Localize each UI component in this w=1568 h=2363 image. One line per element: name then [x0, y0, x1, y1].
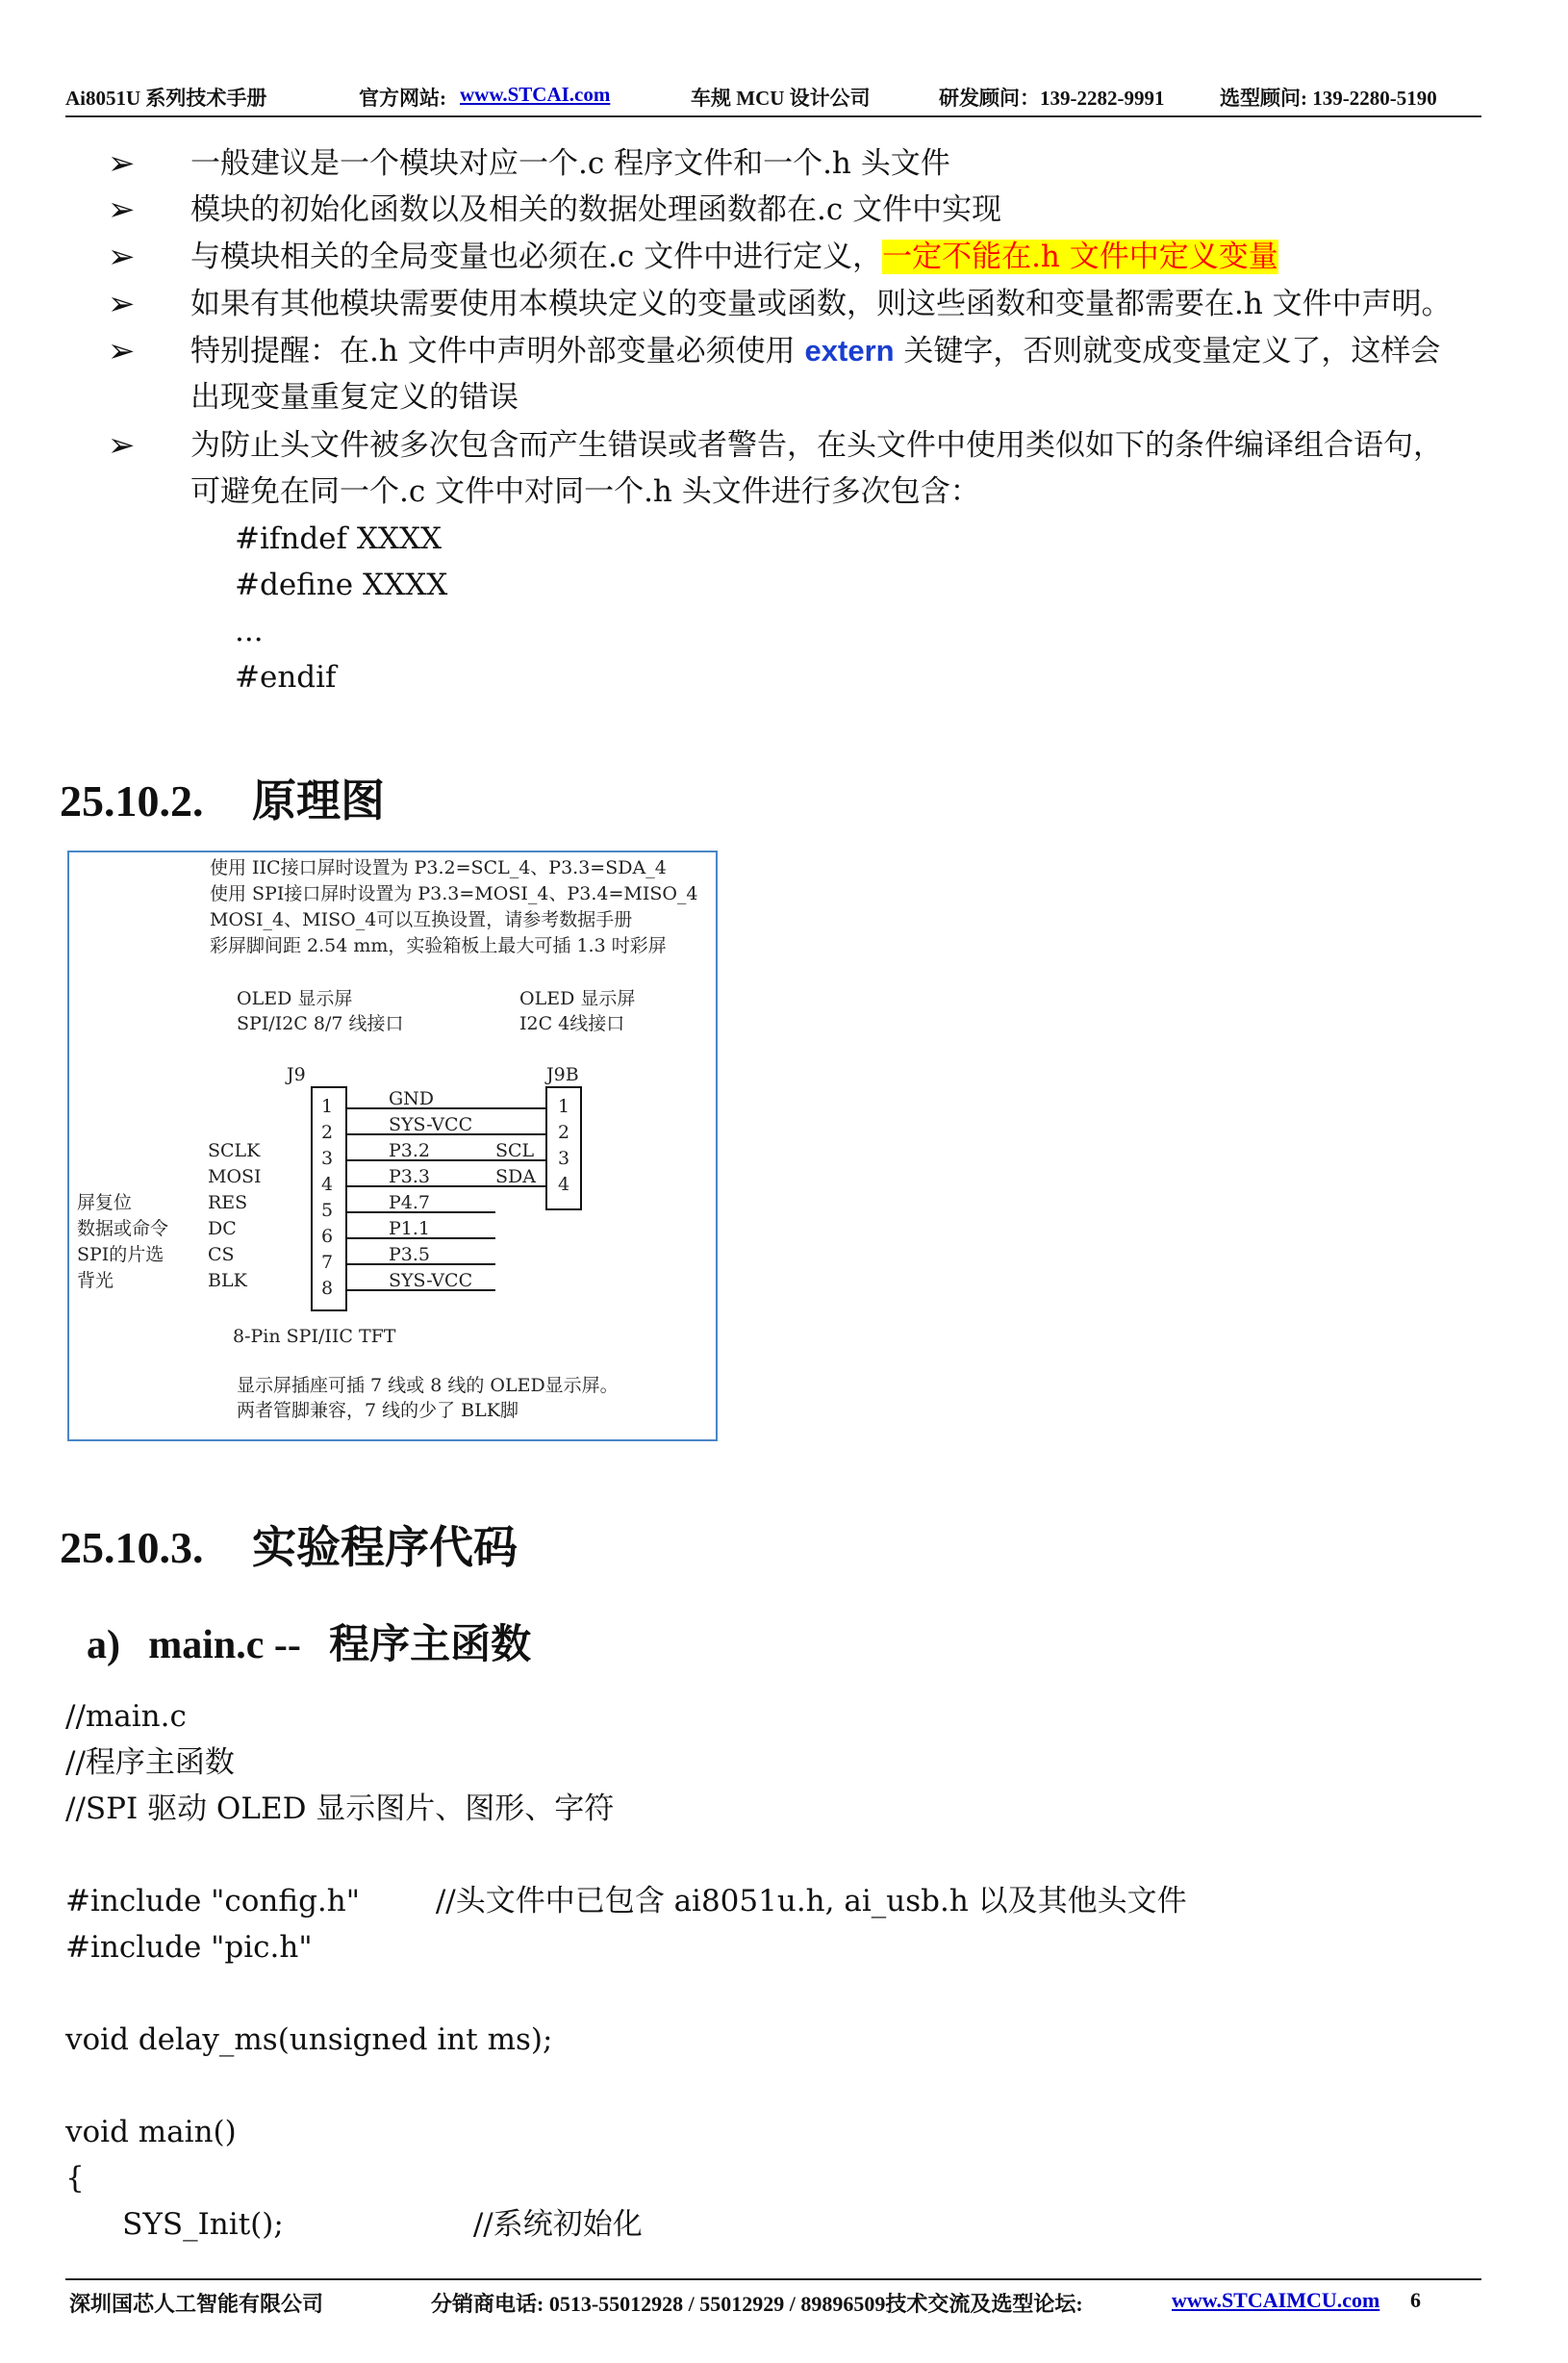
footer-phone: 分销商电话: 0513-55012928 / 55012929 / 89896509技术交流及选型论坛: [431, 2292, 1083, 2316]
bullet-marker: ➢ [108, 426, 136, 465]
j9b-pin: 3 [558, 1148, 570, 1169]
bullet-3-text: 与模块相关的全局变量也必须在.c 文件中进行定义， [190, 240, 883, 274]
site-label: 官方网站: [359, 87, 446, 110]
bullet-marker: ➢ [108, 191, 136, 229]
code-line: ... [235, 614, 264, 648]
extern-keyword: extern [804, 334, 895, 368]
function-label: SPI的片选 [77, 1244, 164, 1265]
net-label: P1.1 [389, 1218, 431, 1239]
source-line: //程序主函数 [65, 1745, 235, 1780]
signal-label: BLK [208, 1270, 247, 1291]
section-heading-code [60, 1512, 518, 1576]
j9b-pin: 1 [558, 1096, 570, 1117]
j9b-pin: 2 [558, 1122, 570, 1143]
bullet-2: 模块的初始化函数以及相关的数据处理函数都在.c 文件中实现 [190, 192, 1002, 227]
net-label: P4.7 [389, 1192, 431, 1213]
rd-contact: 研发顾问：139-2282-9991 [939, 87, 1165, 110]
right-subtitle: I2C 4线接口 [519, 1013, 625, 1034]
net-label: P3.3 [389, 1166, 431, 1187]
manual-title: Ai8051U 系列技术手册 [65, 87, 267, 110]
section-title: 原理图 [252, 775, 385, 826]
sales-contact: 选型顾问: 139-2280-5190 [1220, 87, 1437, 110]
function-label: 背光 [77, 1270, 114, 1291]
net-label: SYS-VCC [389, 1114, 473, 1135]
right-title: OLED 显示屏 [519, 988, 636, 1009]
j9-pin: 6 [321, 1226, 334, 1247]
footer-company: 深圳国芯人工智能有限公司 [69, 2292, 324, 2316]
subsection-label: a) [87, 1623, 120, 1667]
function-label: 数据或命令 [77, 1218, 169, 1239]
note-line: 彩屏脚间距 2.54 mm，实验箱板上最大可插 1.3 吋彩屏 [210, 935, 667, 956]
net-label: P3.5 [389, 1244, 431, 1265]
section-title: 实验程序代码 [252, 1521, 518, 1573]
subsection-name: main.c -- [148, 1623, 301, 1667]
bullet-3 [190, 234, 1489, 280]
j9b-label: J9B [546, 1064, 579, 1085]
bottom-note: 显示屏插座可插 7 线或 8 线的 OLED显示屏。 [237, 1375, 619, 1396]
connector-caption: 8-Pin SPI/IIC TFT [233, 1326, 396, 1347]
left-subtitle: SPI/I2C 8/7 线接口 [237, 1013, 404, 1034]
bullet-5 [190, 328, 1489, 374]
source-line: { [65, 2161, 85, 2196]
bullet-6-line2: 可避免在同一个.c 文件中对同一个.h 头文件进行多次包含： [190, 474, 980, 509]
bullet-5-line2: 出现变量重复定义的错误 [190, 380, 518, 415]
bottom-note: 两者管脚兼容，7 线的少了 BLK脚 [237, 1400, 518, 1421]
signal-label: CS [208, 1244, 235, 1265]
bullet-marker: ➢ [108, 238, 136, 276]
bullet-marker: ➢ [108, 144, 136, 183]
source-line: #include "pic.h" [65, 1930, 313, 1965]
j9b-pin: 4 [558, 1174, 570, 1195]
warning-highlight: 一定不能在.h 文件中定义变量 [882, 240, 1278, 274]
page-number: 6 [1410, 2288, 1421, 2312]
net-label: SYS-VCC [389, 1270, 473, 1291]
page-footer [65, 2278, 1481, 2316]
note-line: 使用 SPI接口屏时设置为 P3.3=MOSI_4、P3.4=MISO_4 [210, 883, 698, 904]
company-tagline: 车规 MCU 设计公司 [691, 87, 871, 110]
net-label: GND [389, 1088, 435, 1109]
j9-pin: 2 [321, 1122, 334, 1143]
j9-label: J9 [287, 1064, 306, 1085]
j9-pin: 3 [321, 1148, 334, 1169]
right-net-label: SDA [495, 1166, 536, 1187]
source-line: //main.c [65, 1699, 187, 1734]
section-number: 25.10.2. [60, 776, 204, 826]
signal-label: DC [208, 1218, 237, 1239]
bullet-5-pre: 特别提醒：在.h 文件中声明外部变量必须使用 [190, 334, 805, 368]
source-line: #include "config.h" //头文件中已包含 ai8051u.h, ai_usb.h 以及其他头文件 [65, 1884, 1187, 1918]
source-line: void main() [65, 2115, 237, 2149]
page-header [65, 83, 1481, 117]
signal-label: RES [208, 1192, 248, 1213]
bullet-4: 如果有其他模块需要使用本模块定义的变量或函数，则这些函数和变量都需要在.h 文件中声明。 [190, 287, 1452, 321]
function-label: 屏复位 [77, 1192, 133, 1213]
bullet-1: 一般建议是一个模块对应一个.c 程序文件和一个.h 头文件 [190, 146, 950, 181]
bullet-marker: ➢ [108, 332, 136, 370]
code-line: #ifndef XXXX [235, 521, 443, 556]
note-line: 使用 IIC接口屏时设置为 P3.2=SCL_4、P3.3=SDA_4 [210, 857, 667, 878]
section-number: 25.10.3. [60, 1523, 204, 1572]
j9-pin: 7 [321, 1252, 334, 1273]
left-title: OLED 显示屏 [237, 988, 353, 1009]
schematic-diagram [69, 852, 716, 1439]
j9-pin: 4 [321, 1174, 334, 1195]
subsection-title: 程序主函数 [329, 1620, 532, 1667]
signal-label: SCLK [208, 1140, 261, 1161]
bullet-6: 为防止头文件被多次包含而产生错误或者警告，在头文件中使用类似如下的条件编译组合语句， [190, 428, 1443, 463]
source-line: SYS_Init(); //系统初始化 [65, 2207, 643, 2242]
schematic-figure [67, 851, 718, 1441]
site-link[interactable]: www.STCAI.com [460, 83, 611, 106]
bullet-marker: ➢ [108, 285, 136, 323]
code-line: #endif [235, 660, 337, 695]
j9-pin: 5 [321, 1200, 334, 1221]
j9-pin: 8 [321, 1278, 334, 1299]
j9-pin: 1 [321, 1096, 334, 1117]
net-label: P3.2 [389, 1140, 431, 1161]
forum-link[interactable]: www.STCAIMCU.com [1172, 2288, 1380, 2312]
code-line: #define XXXX [235, 568, 448, 602]
source-line: void delay_ms(unsigned int ms); [65, 2022, 553, 2057]
section-heading-schematic [60, 766, 385, 829]
note-line: MOSI_4、MISO_4可以互换设置，请参考数据手册 [210, 909, 633, 930]
signal-label: MOSI [208, 1166, 262, 1187]
subsection-heading [87, 1613, 531, 1670]
source-line: //SPI 驱动 OLED 显示图片、图形、字符 [65, 1791, 615, 1826]
bullet-5-post: 关键字，否则就变成变量定义了，这样会 [894, 334, 1441, 368]
right-net-label: SCL [495, 1140, 535, 1161]
